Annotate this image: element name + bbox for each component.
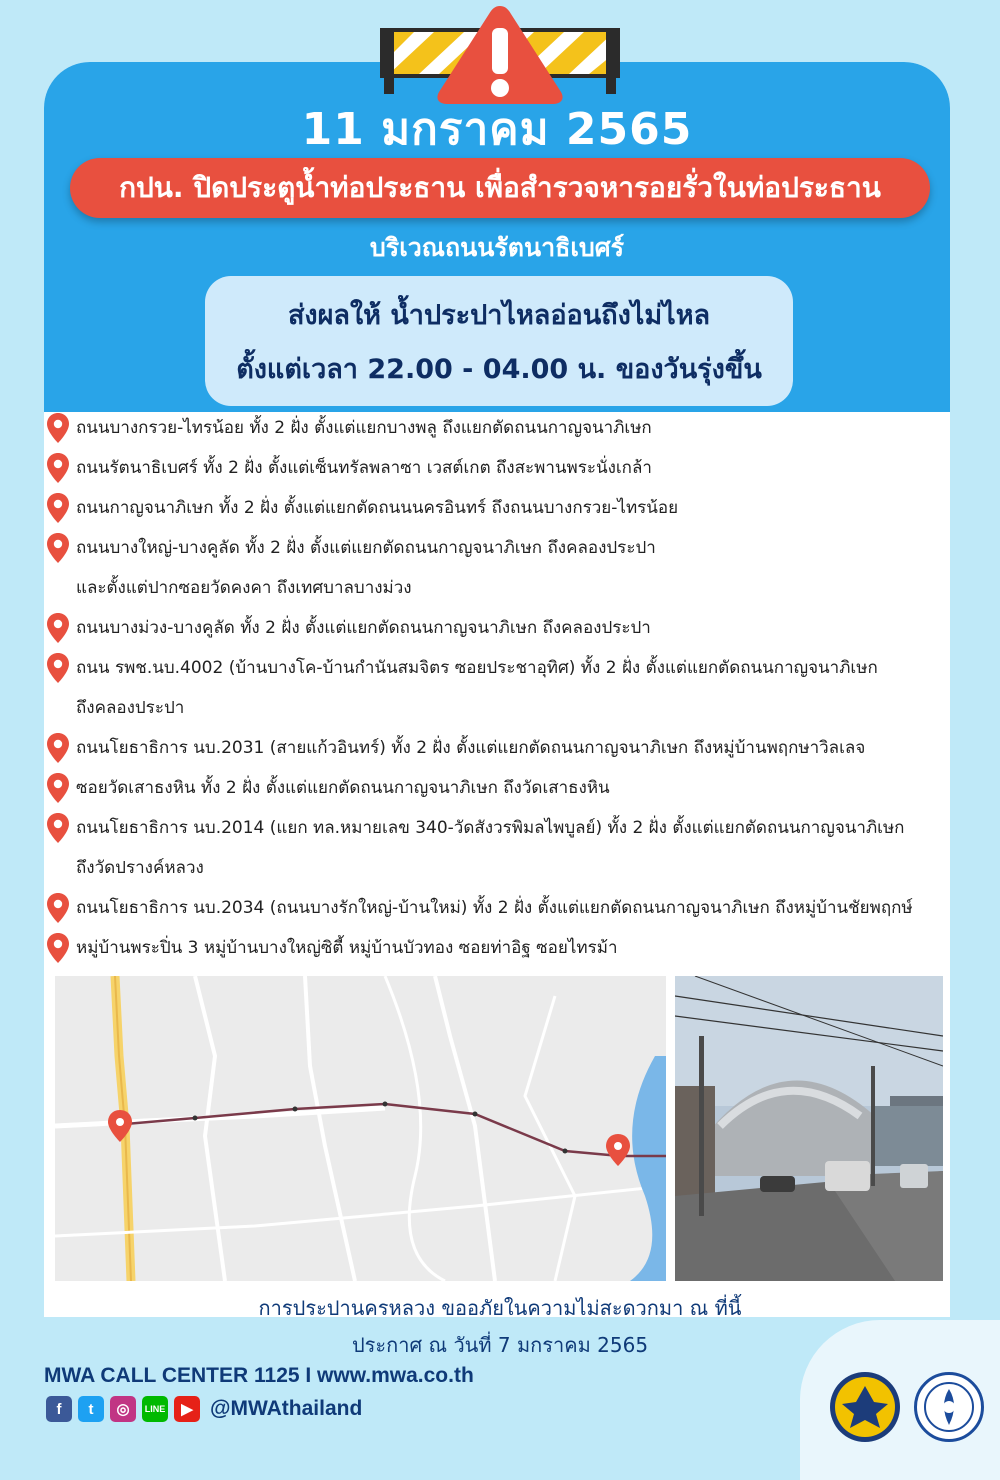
road-text: ถนนกาญจนาภิเษก ทั้ง 2 ฝั่ง ตั้งแต่แยกตัดถนนนครอินทร์ ถึงถนนบางกรวย-ไทรน้อย bbox=[76, 498, 679, 518]
location-pin-icon bbox=[46, 933, 70, 963]
announcement-issued: ประกาศ ณ วันที่ 7 มกราคม 2565 bbox=[351, 1333, 649, 1357]
list-item bbox=[46, 928, 966, 968]
location-pin-icon bbox=[46, 453, 70, 483]
list-item bbox=[46, 648, 966, 728]
list-item bbox=[46, 728, 966, 768]
list-item bbox=[46, 448, 966, 488]
social-bar bbox=[46, 1394, 362, 1424]
facebook-icon[interactable]: f bbox=[46, 1396, 72, 1422]
call-center[interactable]: MWA CALL CENTER 1125 I www.mwa.co.th bbox=[44, 1364, 474, 1387]
street-view-photo bbox=[675, 976, 943, 1281]
list-item bbox=[46, 408, 966, 448]
warning-icon bbox=[433, 0, 567, 104]
location-pin-icon bbox=[46, 413, 70, 443]
location-pin-icon bbox=[46, 893, 70, 923]
mwa-seal-logo bbox=[914, 1372, 984, 1442]
garuda-seal-logo bbox=[830, 1372, 900, 1442]
road-text: หมู่บ้านพระปิ่น 3 หมู่บ้านบางใหญ่ซิตี้ หมู่บ้านบัวทอง ซอยท่าอิฐ ซอยไทรม้า bbox=[76, 938, 618, 958]
location-pin-icon bbox=[46, 813, 70, 843]
road-text: ถนนโยธาธิการ นบ.2031 (สายแก้วอินทร์) ทั้ง 2 ฝั่ง ตั้งแต่แยกตัดถนนกาญจนาภิเษก ถึงหมู่บ้านพฤกษาวิลเลจ bbox=[76, 738, 866, 758]
announcement-date: 11 มกราคม 2565 bbox=[301, 104, 693, 155]
road-text: ถนนรัตนาธิเบศร์ ทั้ง 2 ฝั่ง ตั้งแต่เซ็นทรัลพลาซา เวสต์เกต ถึงสะพานพระนั่งเกล้า bbox=[76, 458, 652, 478]
road-text: ถนน รพช.นบ.4002 (บ้านบางโค-บ้านกำนันสมจิตร ซอยประชาอุทิศ) ทั้ง 2 ฝั่ง ตั้งแต่แยกตัดถนนกาญจนาภิเษก bbox=[76, 658, 878, 678]
location-pin-icon bbox=[46, 733, 70, 763]
effect-line-2: ตั้งแต่เวลา 22.00 - 04.00 น. ของวันรุ่งขึ้น bbox=[236, 354, 762, 385]
affected-roads-list bbox=[46, 408, 966, 968]
street-photo-graphic bbox=[675, 976, 943, 1281]
location-pin-icon bbox=[46, 533, 70, 563]
list-item bbox=[46, 768, 966, 808]
road-text: ถนนบางม่วง-บางคูลัด ทั้ง 2 ฝั่ง ตั้งแต่แยกตัดถนนกาญจนาภิเษก ถึงคลองประปา bbox=[76, 618, 651, 638]
road-text-continued: และตั้งแต่ปากซอยวัดคงคา ถึงเทศบาลบางม่วง bbox=[76, 578, 412, 598]
road-text: ถนนโยธาธิการ นบ.2014 (แยก ทล.หมายเลข 340-วัดสังวรพิมลไพบูลย์) ทั้ง 2 ฝั่ง ตั้งแต่แยกตัดถนนกาญจนาภิเษก bbox=[76, 818, 905, 838]
location-pin-icon bbox=[46, 613, 70, 643]
apology-text: การประปานครหลวง ขออภัยในความไม่สะดวกมา ณ ที่นี้ bbox=[258, 1296, 742, 1320]
map-graphic bbox=[55, 976, 666, 1281]
road-text: ถนนบางใหญ่-บางคูลัด ทั้ง 2 ฝั่ง ตั้งแต่แยกตัดถนนกาญจนาภิเษก ถึงคลองประปา bbox=[76, 538, 656, 558]
social-handle[interactable]: @MWAthailand bbox=[210, 1397, 363, 1420]
area-map[interactable] bbox=[55, 976, 666, 1281]
road-text-continued: ถึงวัดปรางค์หลวง bbox=[76, 858, 204, 878]
location-pin-icon bbox=[46, 653, 70, 683]
location-pin-icon bbox=[46, 773, 70, 803]
effect-line-1: ส่งผลให้ น้ำประปาไหลอ่อนถึงไม่ไหล bbox=[287, 300, 711, 331]
list-item bbox=[46, 488, 966, 528]
line-icon[interactable]: LINE bbox=[142, 1396, 168, 1422]
list-item bbox=[46, 808, 966, 888]
list-item bbox=[46, 528, 966, 608]
youtube-icon[interactable]: ▶ bbox=[174, 1396, 200, 1422]
road-text-continued: ถึงคลองประปา bbox=[76, 698, 185, 718]
affected-area: บริเวณถนนรัตนาธิเบศร์ bbox=[369, 233, 625, 262]
twitter-icon[interactable]: t bbox=[78, 1396, 104, 1422]
location-pin-icon bbox=[46, 493, 70, 523]
list-item bbox=[46, 608, 966, 648]
list-item bbox=[46, 888, 966, 928]
road-text: ถนนบางกรวย-ไทรน้อย ทั้ง 2 ฝั่ง ตั้งแต่แยกบางพลู ถึงแยกตัดถนนกาญจนาภิเษก bbox=[76, 418, 652, 438]
road-text: ถนนโยธาธิการ นบ.2034 (ถนนบางรักใหญ่-บ้านใหม่) ทั้ง 2 ฝั่ง ตั้งแต่แยกตัดถนนกาญจนาภิเษก ถึงหมู่บ้านชัยพฤกษ์ bbox=[76, 898, 913, 918]
headline-banner: กปน. ปิดประตูน้ำท่อประธาน เพื่อสำรวจหารอยรั่วในท่อประธาน bbox=[70, 158, 930, 218]
road-text: ซอยวัดเสาธงหิน ทั้ง 2 ฝั่ง ตั้งแต่แยกตัดถนนกาญจนาภิเษก ถึงวัดเสาธงหิน bbox=[76, 778, 610, 798]
effect-box bbox=[205, 276, 793, 406]
instagram-icon[interactable]: ◎ bbox=[110, 1396, 136, 1422]
